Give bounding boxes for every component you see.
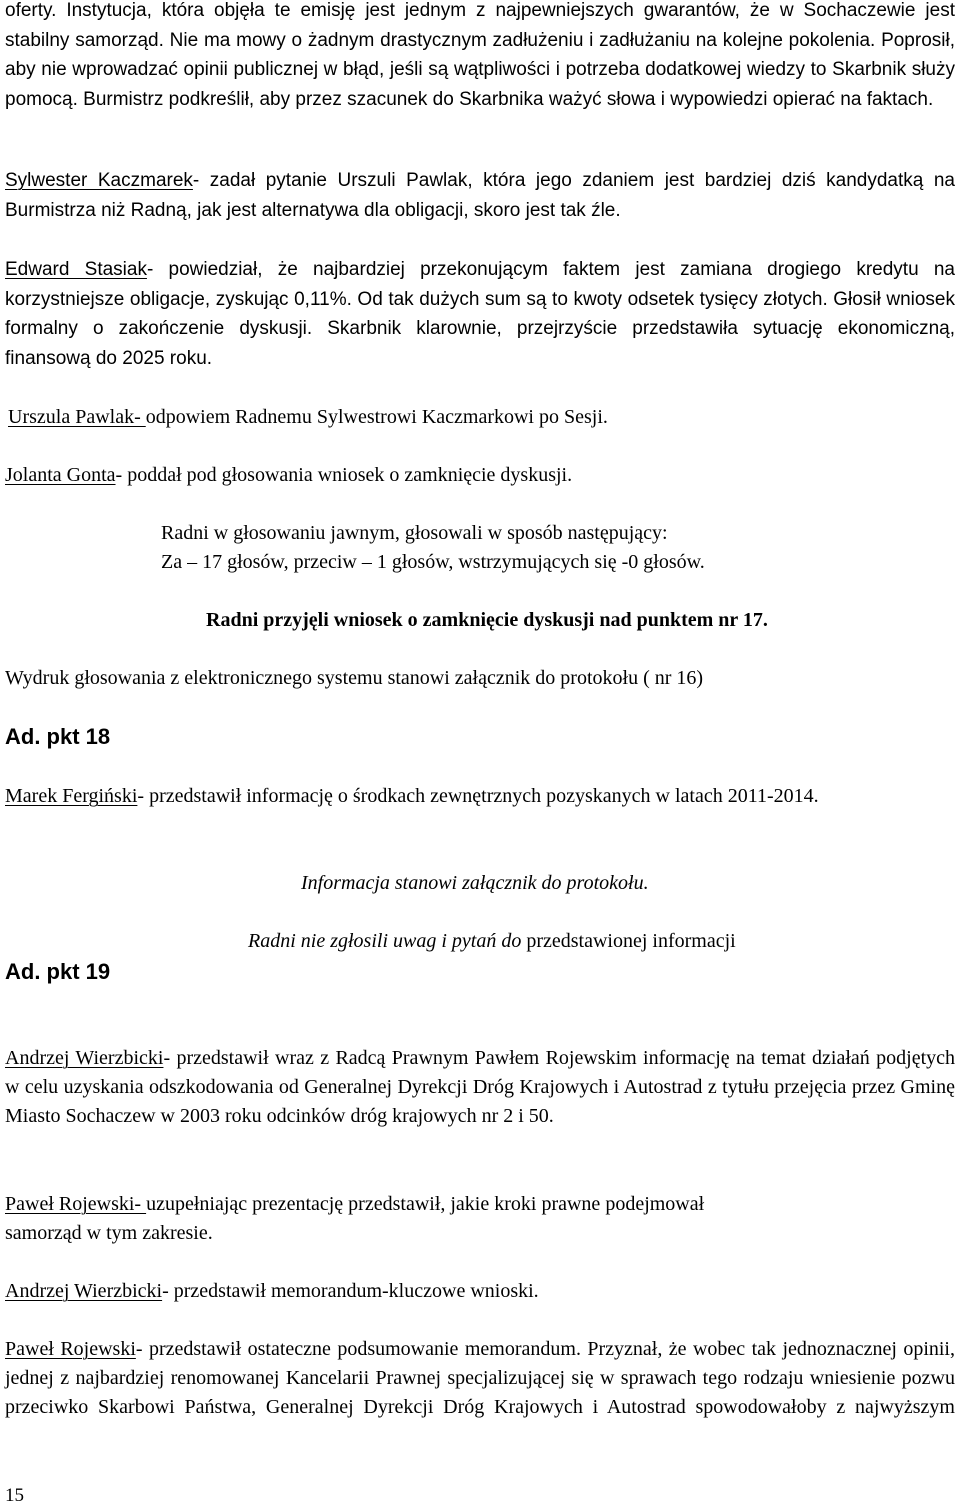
statement-text: uzupełniając prezentację przedstawił, jakie kroki prawne podejmował [146, 1193, 705, 1215]
paragraph-rojewski-1 [5, 1190, 704, 1219]
paragraph-rojewski-1-cont [5, 1219, 213, 1248]
statement-text: - powiedział, że najbardziej przekonującym faktem jest zamiana drogiego kredytu na korzystniejsze obligacje, zyskując 0,11%. Od tak dużych sum są to kwoty odsetek tysięcy złotych. Głosił wniosek formalny o zakończenie dyskusji. Skarbnik klarownie, przejrzyście przedstawiła sytuację ekonomiczną, finansową do 2025 roku. [5, 259, 955, 369]
note-regular-part: przedstawionej informacji [521, 930, 736, 952]
paragraph-stasiak [5, 255, 955, 373]
statement-text: - przedstawił ostateczne podsumowanie memorandum. Przyznał, że wobec tak jednoznacznej opinii, jednej z najbardziej renomowanej Kancelarii Prawnej specjalizującej się w sprawach tego rodzaju wniesienie pozwu przeciwko Skarbowi Państwa, Generalnej Dyrekcji Dróg Krajowych i Autostrad spowodowałoby z najwyższym [5, 1338, 955, 1418]
paragraph-gonta [5, 461, 572, 490]
attachment-note: Informacja stanowi załącznik do protokołu. [301, 872, 649, 894]
note-italic-part: Radni nie zgłosili uwag i pytań do [248, 930, 522, 952]
paragraph-ferginski [5, 782, 955, 811]
paragraph-wierzbicki [5, 1044, 955, 1131]
vote-result: Radni przyjęli wniosek o zamknięcie dyskusji nad punktem nr 17. [206, 609, 768, 631]
speaker-name: Andrzej Wierzbicki [5, 1280, 163, 1302]
paragraph-kaczmarek [5, 166, 955, 226]
page-number: 15 [5, 1485, 24, 1506]
speaker-name: Urszula Pawlak- [8, 406, 146, 428]
paragraph-wierzbicki-2 [5, 1277, 539, 1306]
no-questions-note [248, 927, 736, 956]
paragraph-budget-discussion: oferty. Instytucja, która objęła te emisję jest jednym z najpewniejszych gwarantów, że w Sochaczewie jest stabilny samorząd. Nie ma mowy o żadnym drastycznym zadłużeniu i zadłużaniu na kolejne pokolenia. Poprosił, aby nie wprowadzać opinii publicznej w błąd, jeśli są wątpliwości i potrzeba dodatkowej wiedzy to Skarbnik służy pomocą. Burmistrz podkreślił, aby przez szacunek do Skarbnika ważyć słowa i wypowiedzi opierać na faktach. [5, 0, 955, 110]
vote-tally: Za – 17 głosów, przeciw – 1 głosów, wstrzymujących się -0 głosów. [161, 551, 705, 573]
paragraph-pawlak [8, 403, 608, 432]
speaker-name: Jolanta Gonta [5, 464, 116, 486]
vote-intro: Radni w głosowaniu jawnym, głosowali w sposób następujący: [161, 522, 668, 544]
speaker-name: Sylwester Kaczmarek [5, 170, 193, 191]
statement-text: - zadał pytanie Urszuli Pawlak, która jego zdaniem jest bardziej dziś kandydatką na Burmistrza niż Radną, jak jest alternatywa dla obligacji, skoro jest tak źle. [5, 170, 955, 221]
statement-text-cont: samorząd w tym zakresie. [5, 1222, 213, 1244]
speaker-name: Paweł Rojewski- [5, 1193, 147, 1215]
statement-text: - przedstawił memorandum-kluczowe wnioski. [162, 1280, 539, 1302]
speaker-name: Marek Fergiński [5, 785, 138, 807]
paragraph-rojewski-2 [5, 1335, 955, 1422]
statement-text: odpowiem Radnemu Sylwestrowi Kaczmarkowi po Sesji. [145, 406, 608, 428]
vote-printout-note: Wydruk głosowania z elektronicznego systemu stanowi załącznik do protokołu ( nr 16) [5, 667, 704, 689]
speaker-name: Paweł Rojewski [5, 1338, 136, 1360]
statement-text: - przedstawił wraz z Radcą Prawnym Pawłem Rojewskim informację na temat działań podjętych w celu uzyskania odszkodowania od Generalnej Dyrekcji Dróg Krajowych i Autostrad z tytułu przejęcia przez Gminę Miasto Sochaczew w 2003 roku odcinków dróg krajowych nr 2 i 50. [5, 1047, 956, 1127]
speaker-name: Andrzej Wierzbicki [5, 1047, 164, 1069]
statement-text: - przedstawił informację o środkach zewnętrznych pozyskanych w latach 2011-2014. [137, 785, 819, 807]
section-heading-19: Ad. pkt 19 [5, 959, 111, 984]
statement-text: - poddał pod głosowania wniosek o zamknięcie dyskusji. [115, 464, 573, 486]
section-heading-18: Ad. pkt 18 [5, 724, 111, 749]
speaker-name: Edward Stasiak [5, 259, 147, 280]
